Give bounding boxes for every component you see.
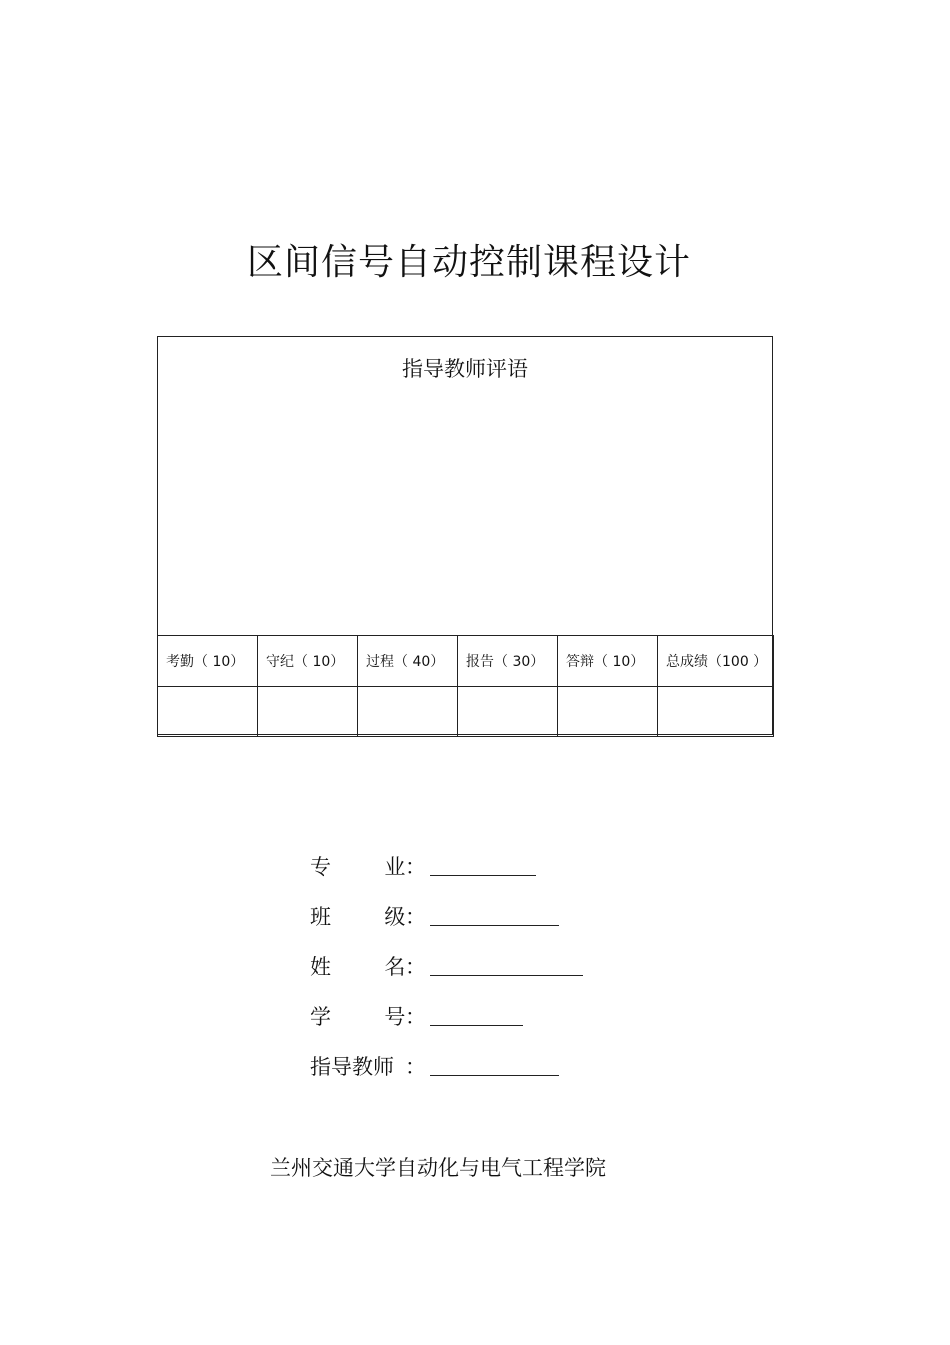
score-table	[157, 635, 774, 737]
score-header-row	[158, 636, 774, 687]
score-header-report: 报告（ 30）	[458, 636, 558, 687]
class-colon: ：	[405, 905, 426, 929]
score-cell-total[interactable]	[658, 687, 774, 737]
major-label: 专 业	[310, 855, 406, 879]
evaluation-box	[157, 336, 773, 735]
student-id-label: 学 号	[310, 1005, 406, 1029]
score-cell-attendance[interactable]	[158, 687, 258, 737]
student-id-colon: ：	[405, 1005, 426, 1029]
name-label: 姓 名	[310, 955, 406, 979]
score-header-defense: 答辩（ 10）	[558, 636, 658, 687]
score-value-row	[158, 687, 774, 737]
name-colon: ：	[405, 955, 426, 979]
advisor-colon: ：	[405, 1055, 426, 1079]
score-cell-defense[interactable]	[558, 687, 658, 737]
major-colon: ：	[405, 855, 426, 879]
score-cell-process[interactable]	[358, 687, 458, 737]
document-title: 区间信号自动控制课程设计	[246, 242, 691, 283]
school-name: 兰州交通大学自动化与电气工程学院	[270, 1156, 606, 1180]
class-label: 班 级	[310, 905, 406, 929]
score-header-discipline: 守纪（ 10）	[258, 636, 358, 687]
major-field[interactable]	[430, 875, 536, 876]
score-header-process: 过程（ 40）	[358, 636, 458, 687]
evaluation-heading: 指导教师评语	[402, 357, 528, 381]
name-field[interactable]	[430, 975, 583, 976]
class-field[interactable]	[430, 925, 559, 926]
score-cell-report[interactable]	[458, 687, 558, 737]
advisor-field[interactable]	[430, 1075, 559, 1076]
advisor-label: 指导教师	[310, 1055, 394, 1079]
score-header-attendance: 考勤（ 10）	[158, 636, 258, 687]
student-id-field[interactable]	[430, 1025, 523, 1026]
score-cell-discipline[interactable]	[258, 687, 358, 737]
score-header-total: 总成绩（100 ）	[658, 636, 774, 687]
evaluation-comment-area[interactable]	[168, 387, 762, 627]
